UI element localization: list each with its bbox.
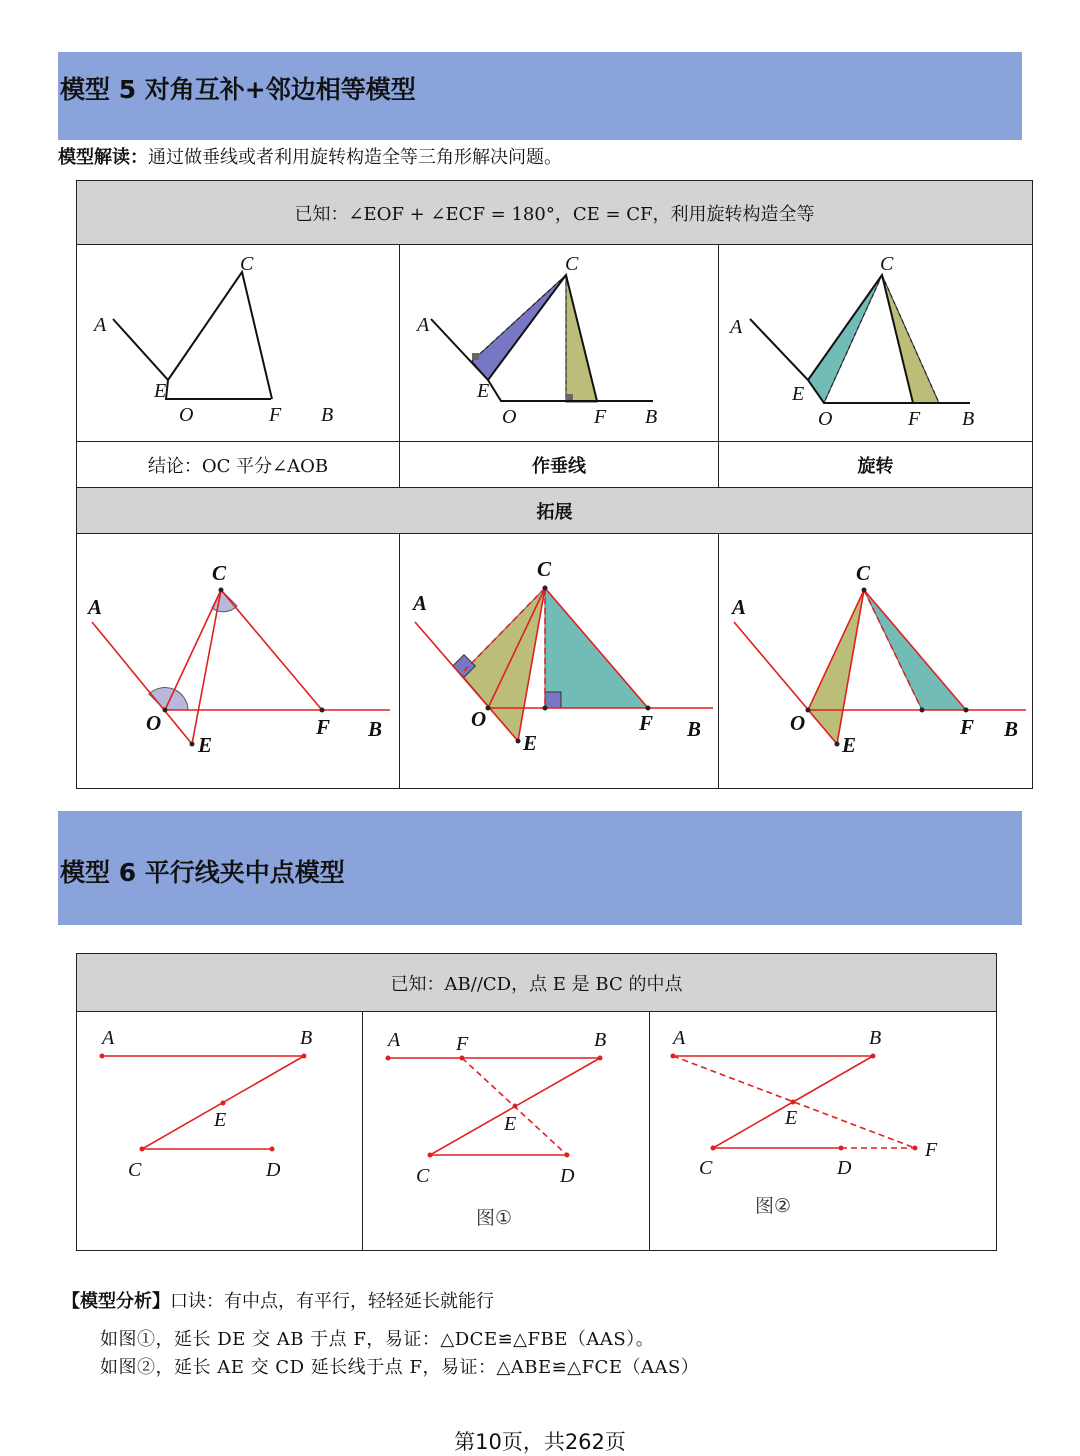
label-o: O bbox=[502, 406, 517, 428]
label-d: D bbox=[836, 1157, 851, 1179]
model6-given: 已知：AB//CD，点 E 是 BC 的中点 bbox=[77, 954, 997, 1012]
label-c: C bbox=[240, 253, 254, 275]
model-analysis bbox=[62, 1288, 699, 1382]
figure-z-1-svg bbox=[364, 1012, 649, 1246]
analysis-line-1: 如图①，延长 DE 交 AB 于点 F，易证：△DCE≌△FBE（AAS）。 bbox=[100, 1329, 655, 1350]
figure-basic bbox=[77, 245, 400, 442]
label-b: B bbox=[368, 717, 383, 741]
fig2-caption: 图② bbox=[754, 1195, 791, 1217]
label-f: F bbox=[594, 406, 607, 428]
figure-z-2-svg bbox=[651, 1012, 996, 1246]
figure-z-1 bbox=[363, 1012, 650, 1251]
model5-banner bbox=[58, 52, 1022, 140]
label-c: C bbox=[127, 1159, 141, 1181]
analysis-label: 【模型分析】 bbox=[62, 1291, 170, 1312]
figure-rotation bbox=[719, 245, 1033, 442]
figure-ext-2 bbox=[400, 534, 719, 789]
model6-table bbox=[76, 953, 997, 1251]
model5-title: 模型 5 对角互补+邻边相等模型 bbox=[60, 75, 416, 104]
extension-header: 拓展 bbox=[77, 488, 1033, 534]
label-b: B bbox=[645, 406, 658, 428]
figure-z-2 bbox=[650, 1012, 997, 1251]
label-c: C bbox=[855, 561, 870, 585]
label-b: B bbox=[1003, 717, 1018, 741]
caption-perpendicular: 作垂线 bbox=[400, 442, 719, 488]
label-c: C bbox=[415, 1165, 429, 1187]
figure-ext-1-svg bbox=[78, 534, 398, 784]
label-o: O bbox=[179, 404, 194, 426]
analysis-mnemonic: 口诀：有中点，有平行，轻轻延长就能行 bbox=[170, 1291, 494, 1312]
interpretation-label: 模型解读： bbox=[58, 147, 148, 168]
label-a: A bbox=[731, 595, 746, 619]
model6-title: 模型 6 平行线夹中点模型 bbox=[60, 858, 345, 887]
caption-rotation: 旋转 bbox=[719, 442, 1033, 488]
label-a: A bbox=[672, 1027, 685, 1049]
model6-banner bbox=[58, 811, 1022, 925]
figure-basic-svg bbox=[78, 245, 398, 437]
label-c: C bbox=[565, 253, 579, 275]
label-b: B bbox=[961, 408, 974, 430]
label-a: A bbox=[729, 316, 742, 338]
label-b: B bbox=[321, 404, 334, 426]
label-d: D bbox=[559, 1165, 574, 1187]
label-f: F bbox=[455, 1033, 468, 1055]
label-f: F bbox=[639, 711, 654, 735]
label-f: F bbox=[316, 715, 331, 739]
label-c: C bbox=[537, 557, 552, 581]
label-b: B bbox=[687, 717, 702, 741]
model5-interpretation bbox=[58, 143, 562, 169]
label-c: C bbox=[698, 1157, 712, 1179]
analysis-line-2: 如图②，延长 AE 交 CD 延长线于点 F，易证：△ABE≌△FCE（AAS） bbox=[100, 1357, 700, 1378]
interpretation-text: 通过做垂线或者利用旋转构造全等三角形解决问题。 bbox=[148, 147, 562, 168]
label-e: E bbox=[198, 733, 213, 757]
label-a: A bbox=[413, 591, 428, 615]
label-o: O bbox=[146, 711, 162, 735]
label-a: A bbox=[94, 314, 107, 336]
figure-ext-1 bbox=[77, 534, 400, 789]
page-footer: 第10页，共262页 bbox=[454, 1430, 626, 1454]
label-a: A bbox=[417, 314, 430, 336]
label-e: E bbox=[213, 1109, 226, 1131]
label-o: O bbox=[789, 711, 805, 735]
model5-given: 已知：∠EOF + ∠ECF = 180°，CE = CF，利用旋转构造全等 bbox=[77, 181, 1033, 245]
label-f: F bbox=[269, 404, 282, 426]
label-b: B bbox=[868, 1027, 881, 1049]
label-e: E bbox=[477, 380, 490, 402]
figure-z-basic-svg bbox=[78, 1012, 362, 1246]
figure-ext-3 bbox=[719, 534, 1033, 789]
analysis-mnemonic-line bbox=[62, 1288, 699, 1316]
label-f: F bbox=[907, 408, 920, 430]
label-e: E bbox=[503, 1113, 516, 1135]
label-e: E bbox=[154, 380, 167, 402]
label-f: F bbox=[924, 1139, 937, 1161]
label-c: C bbox=[212, 561, 227, 585]
figure-perpendicular bbox=[400, 245, 719, 442]
label-a: A bbox=[387, 1029, 400, 1051]
figure-perpendicular-svg bbox=[401, 245, 717, 437]
label-b: B bbox=[299, 1027, 312, 1049]
label-a: A bbox=[88, 595, 103, 619]
label-b: B bbox=[593, 1029, 606, 1051]
label-d: D bbox=[265, 1159, 280, 1181]
label-e: E bbox=[523, 731, 538, 755]
label-o: O bbox=[471, 707, 487, 731]
figure-ext-2-svg bbox=[401, 534, 717, 784]
figure-z-basic bbox=[77, 1012, 363, 1251]
label-e: E bbox=[784, 1107, 797, 1129]
figure-ext-3-svg bbox=[720, 534, 1032, 784]
label-e: E bbox=[841, 733, 856, 757]
label-o: O bbox=[817, 408, 832, 430]
label-a: A bbox=[101, 1027, 114, 1049]
label-e: E bbox=[791, 383, 804, 405]
fig1-caption: 图① bbox=[475, 1207, 512, 1229]
label-c: C bbox=[879, 253, 893, 275]
label-f: F bbox=[959, 715, 974, 739]
figure-rotation-svg bbox=[720, 245, 1032, 437]
model5-table bbox=[76, 180, 1033, 789]
caption-conclusion: 结论：OC 平分∠AOB bbox=[77, 442, 400, 488]
